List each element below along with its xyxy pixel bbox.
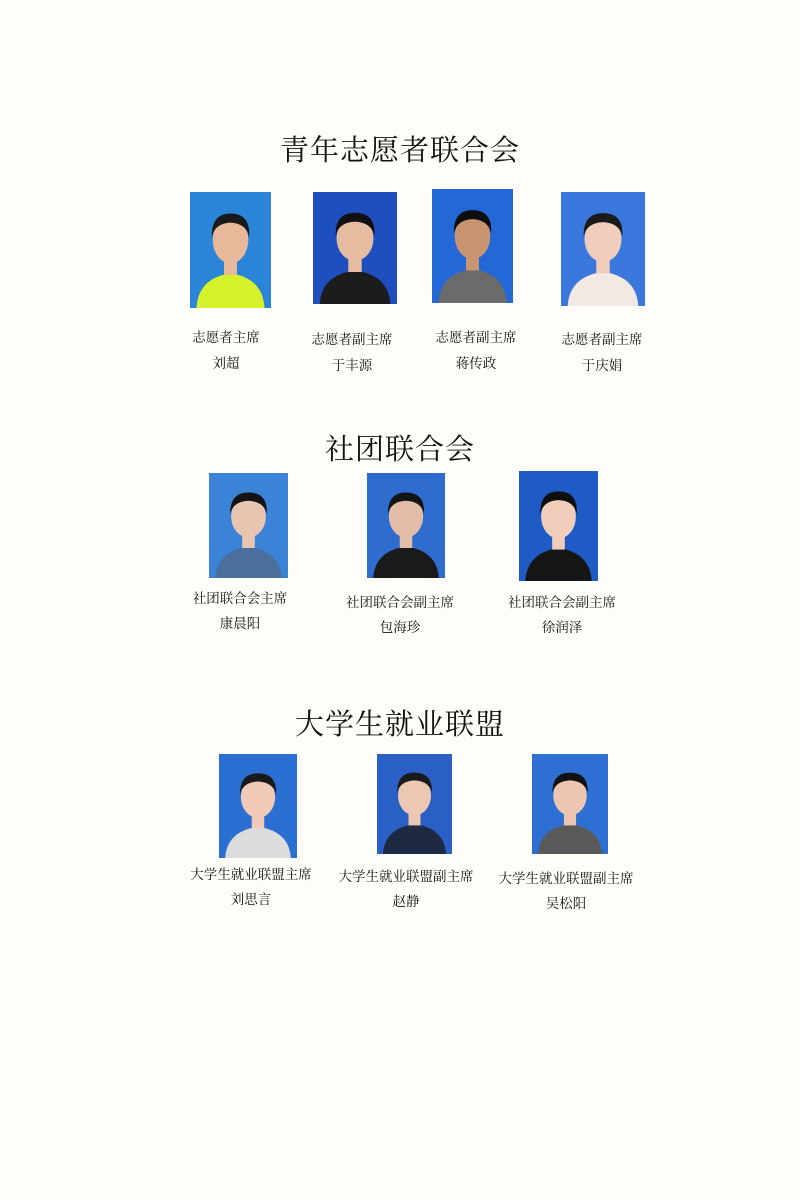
member-role: 社团联合会主席	[192, 591, 288, 607]
member-name: 于庆娟	[581, 358, 623, 374]
member-name: 康晨阳	[219, 616, 261, 632]
member-name: 吴松阳	[545, 896, 587, 912]
member-photo	[190, 192, 271, 308]
member-photo	[219, 754, 297, 858]
member-photo	[432, 189, 513, 303]
member-photo	[532, 754, 608, 854]
section-title-employment-alliance: 大学生就业联盟	[294, 707, 505, 741]
member-name: 刘超	[212, 356, 240, 372]
member-role: 大学生就业联盟副主席	[498, 871, 634, 887]
member-role: 大学生就业联盟主席	[190, 867, 312, 883]
member-role: 志愿者主席	[192, 330, 260, 346]
member-name: 徐润泽	[541, 620, 583, 636]
member-role: 大学生就业联盟副主席	[338, 869, 474, 885]
section-title-club-union: 社团联合会	[324, 432, 475, 466]
member-photo	[367, 473, 445, 578]
member-role: 社团联合会副主席	[508, 595, 616, 611]
member-photo	[209, 473, 288, 578]
member-photo	[313, 192, 397, 304]
member-role: 志愿者副主席	[561, 332, 643, 348]
member-photo	[377, 754, 452, 854]
member-name: 于丰源	[331, 358, 373, 374]
member-photo	[519, 471, 598, 581]
member-name: 蒋传政	[455, 356, 497, 372]
member-role: 志愿者副主席	[435, 330, 517, 346]
member-photo	[561, 192, 645, 306]
section-title-youth-volunteers: 青年志愿者联合会	[279, 133, 520, 167]
member-name: 刘思言	[230, 892, 272, 908]
member-role: 志愿者副主席	[311, 332, 393, 348]
member-role: 社团联合会副主席	[346, 595, 454, 611]
member-name: 赵静	[392, 894, 420, 910]
member-name: 包海珍	[379, 620, 421, 636]
